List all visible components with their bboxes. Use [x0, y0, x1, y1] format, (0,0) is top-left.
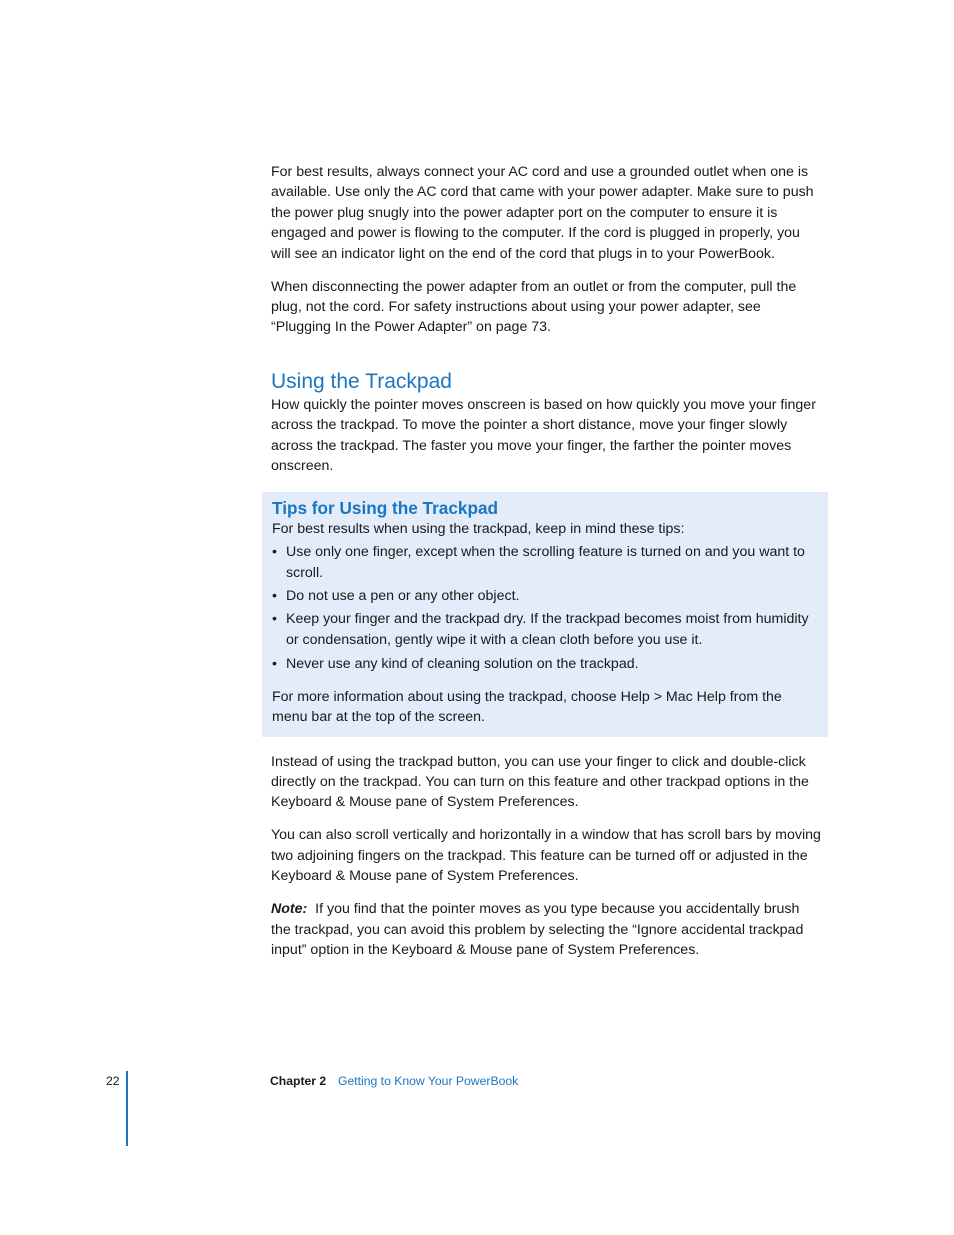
intro-paragraph-disconnecting: When disconnecting the power adapter from an outlet or from the computer, pull the plug, not the cord. For safety instructions about using your power adapter, see “Plugging In the Power Adapter” on page 73.: [271, 278, 797, 336]
bullet: •: [272, 588, 277, 605]
note-paragraph: [271, 899, 823, 960]
bullet: •: [272, 655, 277, 672]
footer-divider: [126, 1071, 128, 1146]
page-number: 22: [106, 1074, 120, 1088]
bullet: •: [272, 611, 277, 628]
chapter-title: Getting to Know Your PowerBook: [338, 1074, 519, 1088]
tip-text: Do not use a pen or any other object.: [286, 588, 520, 605]
section-title: Using the Trackpad: [271, 369, 452, 393]
tips-more-info: For more information about using the trackpad, choose Help > Mac Help from the menu bar at the top of the screen.: [272, 688, 782, 726]
paragraph-tap-to-click: Instead of using the trackpad button, you can use your finger to click and double-click directly on the trackpad. You can turn on this feature and other trackpad options in the Keyboard & Mouse pane of System Preferences.: [271, 753, 809, 811]
bullet: •: [272, 543, 277, 560]
page-content: [271, 162, 823, 960]
section-body: How quickly the pointer moves onscreen is based on how quickly you move your finger across the trackpad. To move the pointer a short distance, move your finger slowly across the trackpad. The faster you move your finger, the farther the pointer moves onscreen.: [271, 396, 816, 475]
list-item: [272, 586, 818, 607]
tips-list: [272, 542, 818, 675]
tips-box: [262, 492, 828, 736]
tip-text: Use only one finger, except when the scrolling feature is turned on and you want to scroll.: [286, 543, 805, 581]
tips-title: Tips for Using the Trackpad: [272, 498, 499, 519]
tip-text: Never use any kind of cleaning solution on the trackpad.: [286, 655, 639, 672]
page-footer: [0, 1071, 954, 1151]
tips-intro: For best results when using the trackpad, keep in mind these tips:: [272, 521, 685, 538]
tip-text: Keep your finger and the trackpad dry. If the trackpad becomes moist from humidity or condensation, gently wipe it with a clean cloth before you use it.: [286, 611, 809, 649]
list-item: [272, 609, 818, 651]
chapter-label: Chapter 2: [270, 1074, 327, 1088]
note-text: If you find that the pointer moves as you type because you accidentally brush the trackpad, you can avoid this problem by selecting the “Ignore accidental trackpad input” option in the Keyboard & Mouse pane of System Preferences.: [271, 901, 804, 959]
paragraph-two-finger-scroll: You can also scroll vertically and horizontally in a window that has scroll bars by moving two adjoining fingers on the trackpad. This feature can be turned off or adjusted in the Keyboard & Mouse pane of System Preferences.: [271, 827, 821, 885]
note-label: Note:: [271, 901, 308, 918]
intro-paragraph-ac-cord: For best results, always connect your AC cord and use a grounded outlet when one is available. Use only the AC cord that came with your power adapter. Make sure to push the power plug snugly into the power adapter port on the computer to ensure it is engaged and power is flowing to the computer. If the cord is plugged in properly, you will see an indicator light on the end of the cord that plugs in to your PowerBook.: [271, 164, 814, 262]
list-item: [272, 654, 818, 675]
list-item: [272, 542, 818, 584]
